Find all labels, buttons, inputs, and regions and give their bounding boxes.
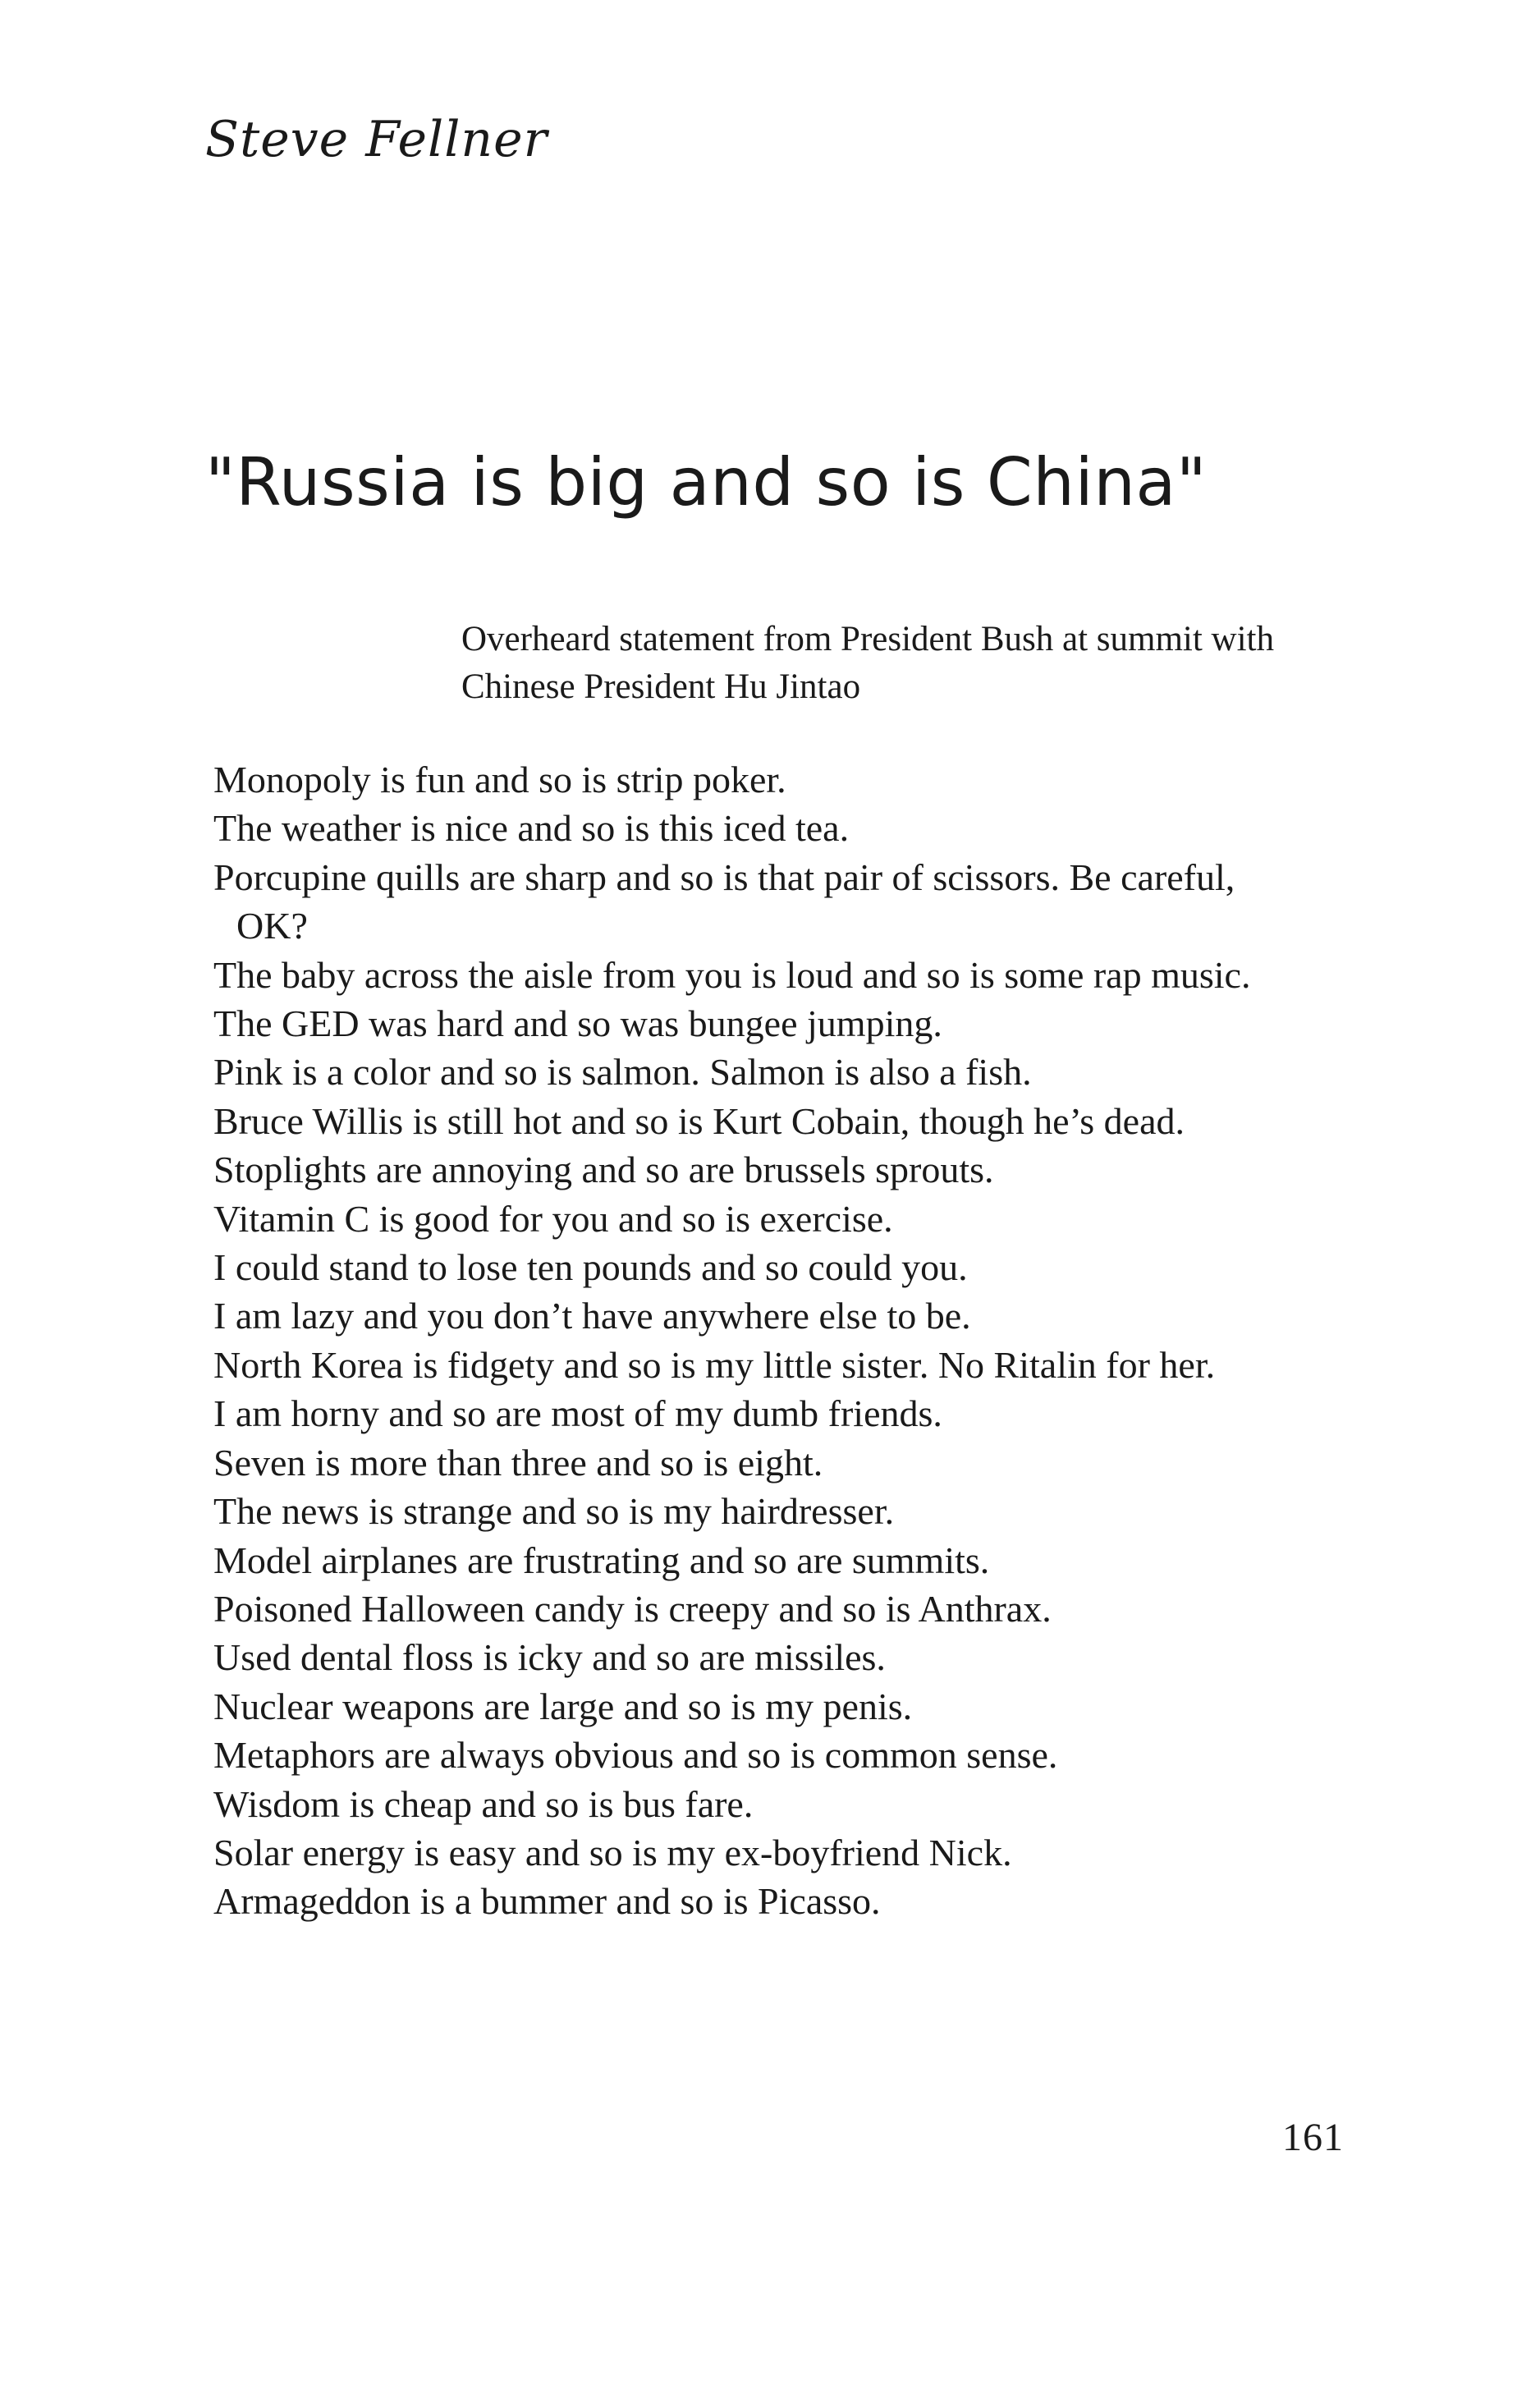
poem-line: Model airplanes are frustrating and so are summits. [213,1539,990,1581]
epigraph-line: Chinese President Hu Jintao [461,667,861,706]
poem-line: Porcupine quills are sharp and so is that pair of scissors. Be careful, [213,855,1235,898]
poem-line: Bruce Willis is still hot and so is Kurt Cobain, though he’s dead. [213,1099,1185,1142]
poem-line: I am lazy and you don’t have anywhere else to be. [213,1295,971,1337]
poem-line: Vitamin C is good for you and so is exercise. [213,1197,893,1240]
poem-body [213,755,1346,1926]
epigraph-line: Overheard statement from President Bush at summit with [461,620,1275,658]
poem-line-continuation [213,901,1346,950]
poem-line: I am horny and so are most of my dumb friends. [213,1392,942,1435]
poem-line: The news is strange and so is my hairdresser. [213,1490,895,1533]
poem-line: Metaphors are always obvious and so is common sense. [213,1734,1058,1777]
poem-line: Used dental floss is icky and so are missiles. [213,1636,886,1679]
poem-line: Nuclear weapons are large and so is my penis. [213,1685,913,1727]
poem-line: I could stand to lose ten pounds and so could you. [213,1246,968,1289]
poem-line: The GED was hard and so was bungee jumping. [213,1002,942,1045]
poem-line: Poisoned Halloween candy is creepy and so is Anthrax. [213,1587,1052,1630]
poem-line: North Korea is fidgety and so is my little sister. No Ritalin for her. [213,1343,1216,1386]
poem-line: Wisdom is cheap and so is bus fare. [213,1782,754,1825]
poem-line: Stoplights are annoying and so are brussels sprouts. [213,1149,994,1191]
poem-line-continuation-text: OK? [236,905,308,947]
poem-line: Pink is a color and so is salmon. Salmon is also a fish. [213,1051,1032,1094]
poem-line: The baby across the aisle from you is loud and so is some rap music. [213,953,1251,996]
poem-line: Solar energy is easy and so is my ex-boyfriend Nick. [213,1831,1012,1873]
poem-line: Seven is more than three and so is eight. [213,1441,823,1484]
poem-line: The weather is nice and so is this iced tea. [213,807,850,850]
epigraph [461,616,1274,711]
author-header: Steve Fellner [205,111,548,168]
poem-line: Armageddon is a bummer and so is Picasso. [213,1880,881,1923]
poem-line: Monopoly is fun and so is strip poker. [213,759,786,800]
page-number: 161 [1282,2116,1344,2159]
poem-title: "Russia is big and so is China" [205,444,1208,521]
